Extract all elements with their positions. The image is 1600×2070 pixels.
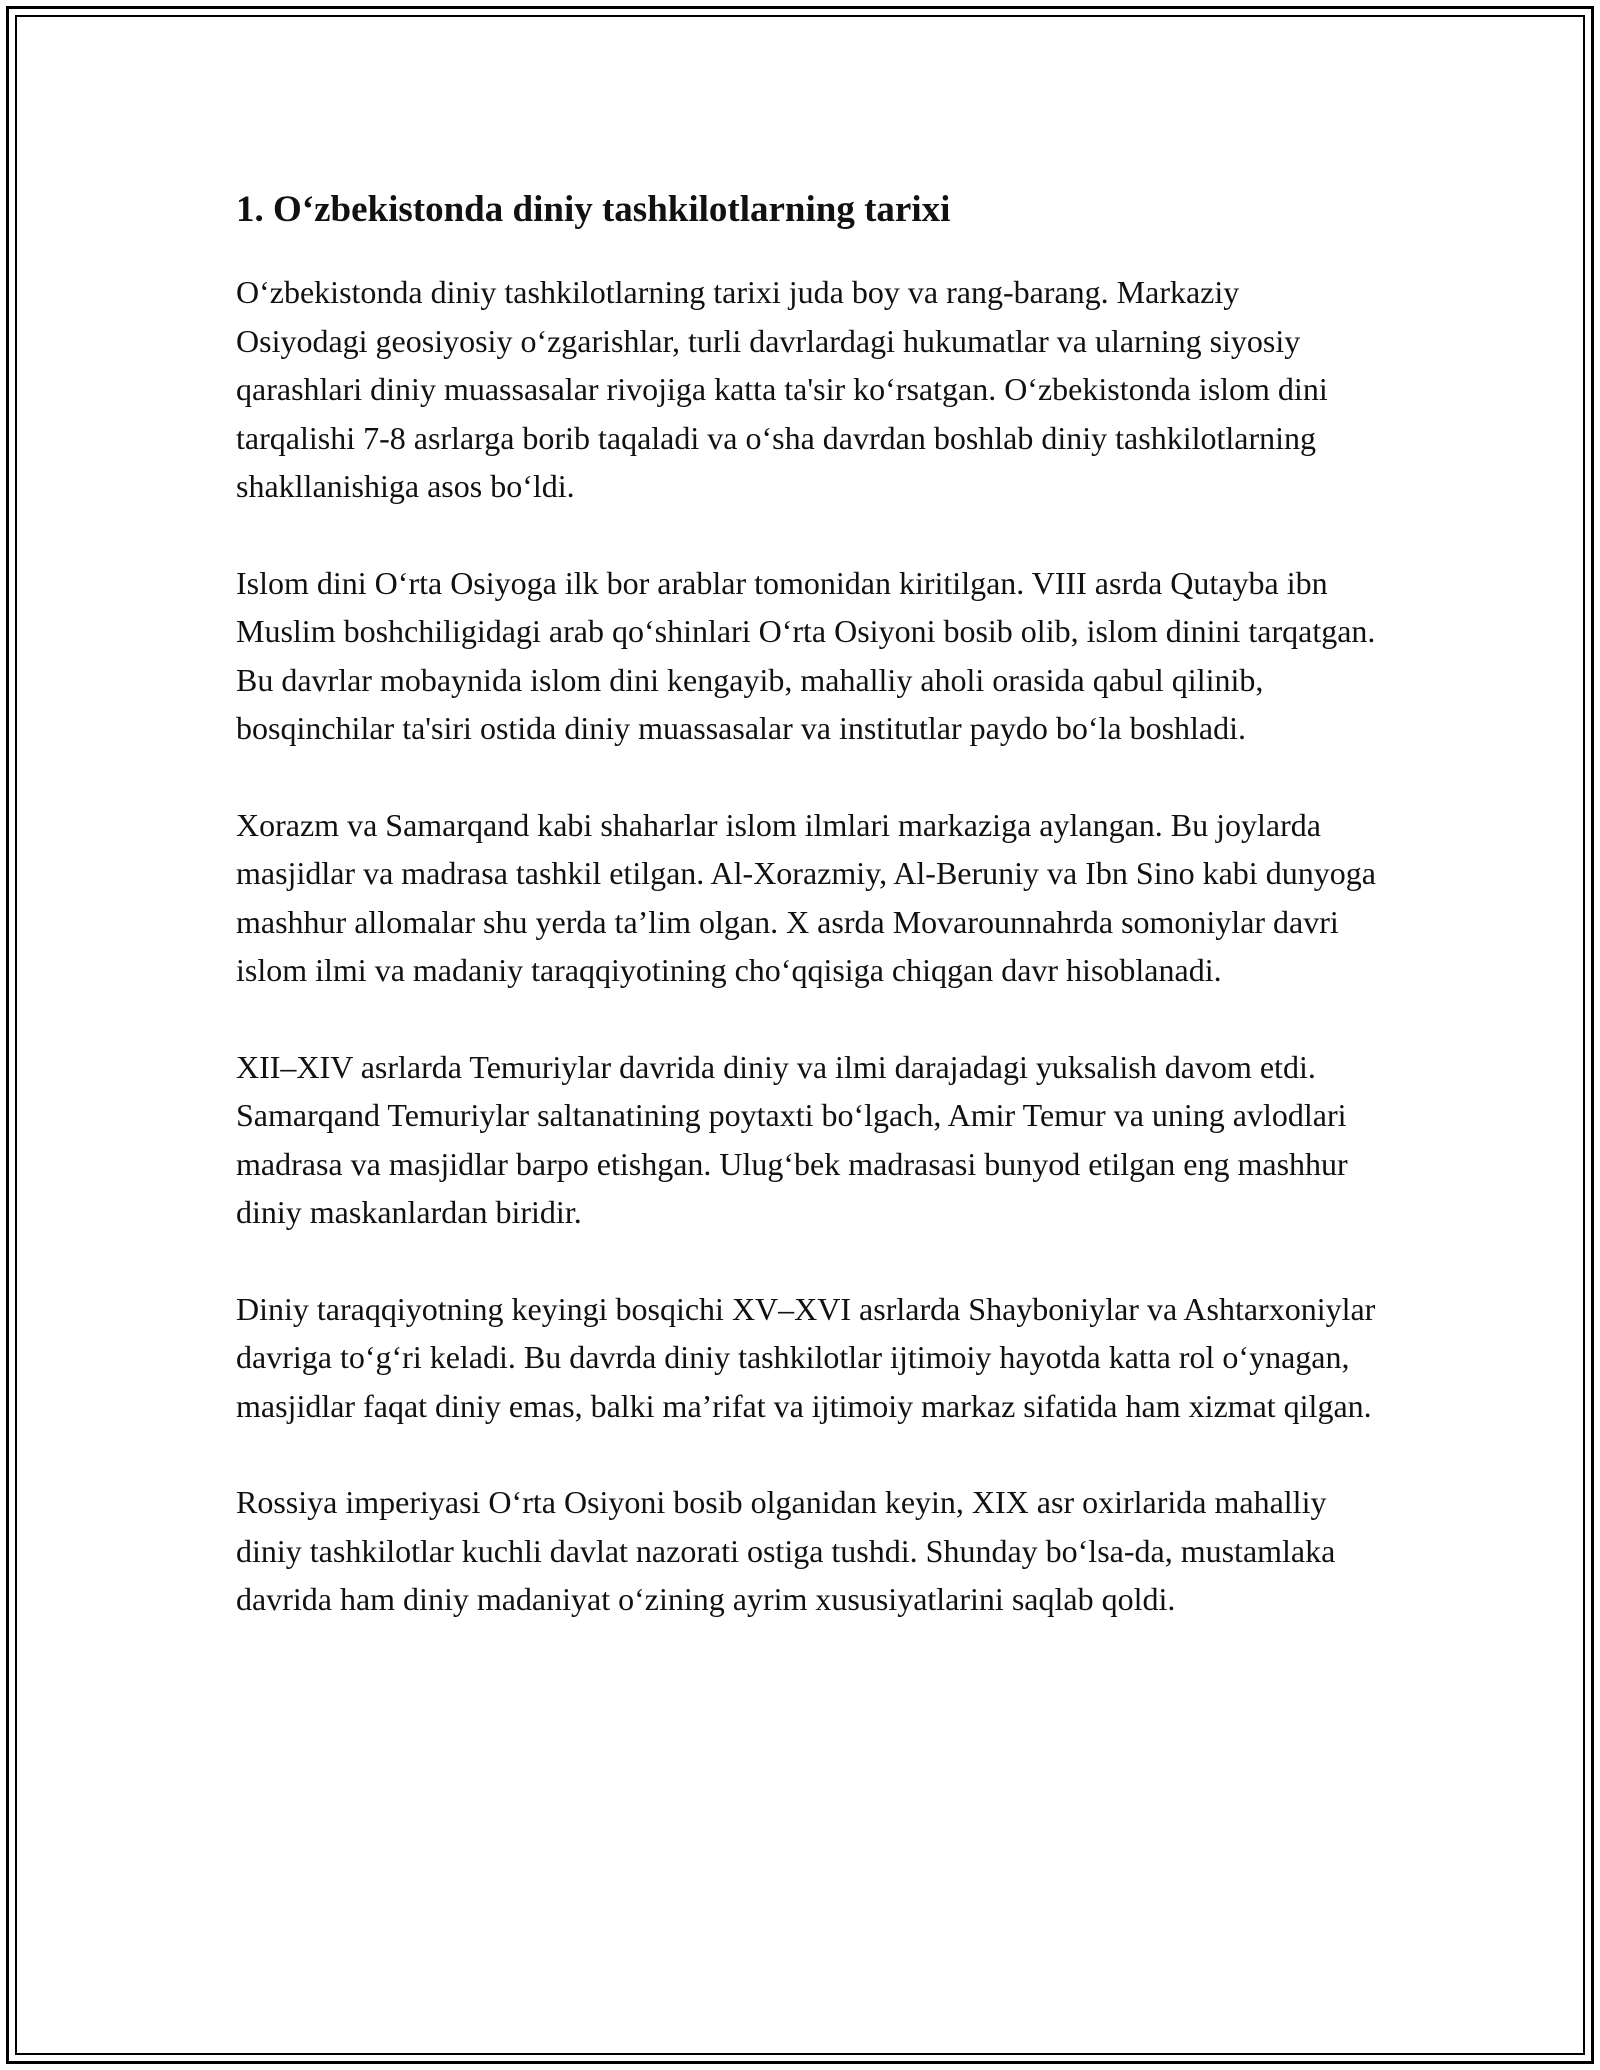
paragraph-2: Islom dini O‘rta Osiyoga ilk bor arablar tomonidan kiritilgan. VIII asrda Qutayba ibn Muslim boshchiligidagi arab qo‘shinlari O‘rta Osiyoni bosib olib, islom dinini tarqatgan. Bu davrlar mobaynida islom dini kengayib, mahalliy aholi orasida qabul qilinib, bosqinchilar ta'siri ostida diniy muassasalar va institutlar paydo bo‘la boshladi. (236, 564, 1376, 746)
paragraph-6: Rossiya imperiyasi O‘rta Osiyoni bosib olganidan keyin, XIX asr oxirlarida mahalliy diniy tashkilotlar kuchli davlat nazorati ostiga tushdi. Shunday bo‘lsa-da, mustamlaka davrida ham diniy madaniyat o‘zining ayrim xususiyatlarini saqlab qoldi. (236, 1484, 1336, 1617)
paragraph-1: O‘zbekistonda diniy tashkilotlarning tarixi juda boy va rang-barang. Markaziy Osiyodagi geosiyosiy o‘zgarishlar, turli davrlardagi hukumatlar va ularning siyosiy qarashlari diniy muassasalar rivojiga katta ta'sir ko‘rsatgan. O‘zbekistonda islom dini tarqalishi 7-8 asrlarga borib taqaladi va o‘sha davrdan boshlab diniy tashkilotlarning shakllanishiga asos bo‘ldi. (236, 274, 1328, 504)
section-heading: 1. O‘zbekistonda diniy tashkilotlarning tarixi (236, 189, 951, 230)
document-body (236, 186, 1376, 1672)
paragraph-3: Xorazm va Samarqand kabi shaharlar islom ilmlari markaziga aylangan. Bu joylarda masjidlar va madrasa tashkil etilgan. Al-Xorazmiy, Al-Beruniy va Ibn Sino kabi dunyoga mashhur allomalar shu yerda ta’lim olgan. X asrda Movarounnahrda somoniylar davri islom ilmi va madaniy taraqqiyotining cho‘qqisiga chiqgan davr hisoblanadi. (236, 806, 1376, 988)
paragraph-4: XII–XIV asrlarda Temuriylar davrida diniy va ilmi darajadagi yuksalish davom etdi. Samarqand Temuriylar saltanatining poytaxti bo‘lgach, Amir Temur va uning avlodlari madrasa va masjidlar barpo etishgan. Ulug‘bek madrasasi bunyod etilgan eng mashhur diniy maskanlardan biridir. (236, 1048, 1348, 1230)
paragraph-5: Diniy taraqqiyotning keyingi bosqichi XV–XVI asrlarda Shayboniylar va Ashtarxoniylar davriga to‘g‘ri keladi. Bu davrda diniy tashkilotlar ijtimoiy hayotda katta rol o‘ynagan, masjidlar faqat diniy emas, balki ma’rifat va ijtimoiy markaz sifatida ham xizmat qilgan. (236, 1290, 1376, 1424)
